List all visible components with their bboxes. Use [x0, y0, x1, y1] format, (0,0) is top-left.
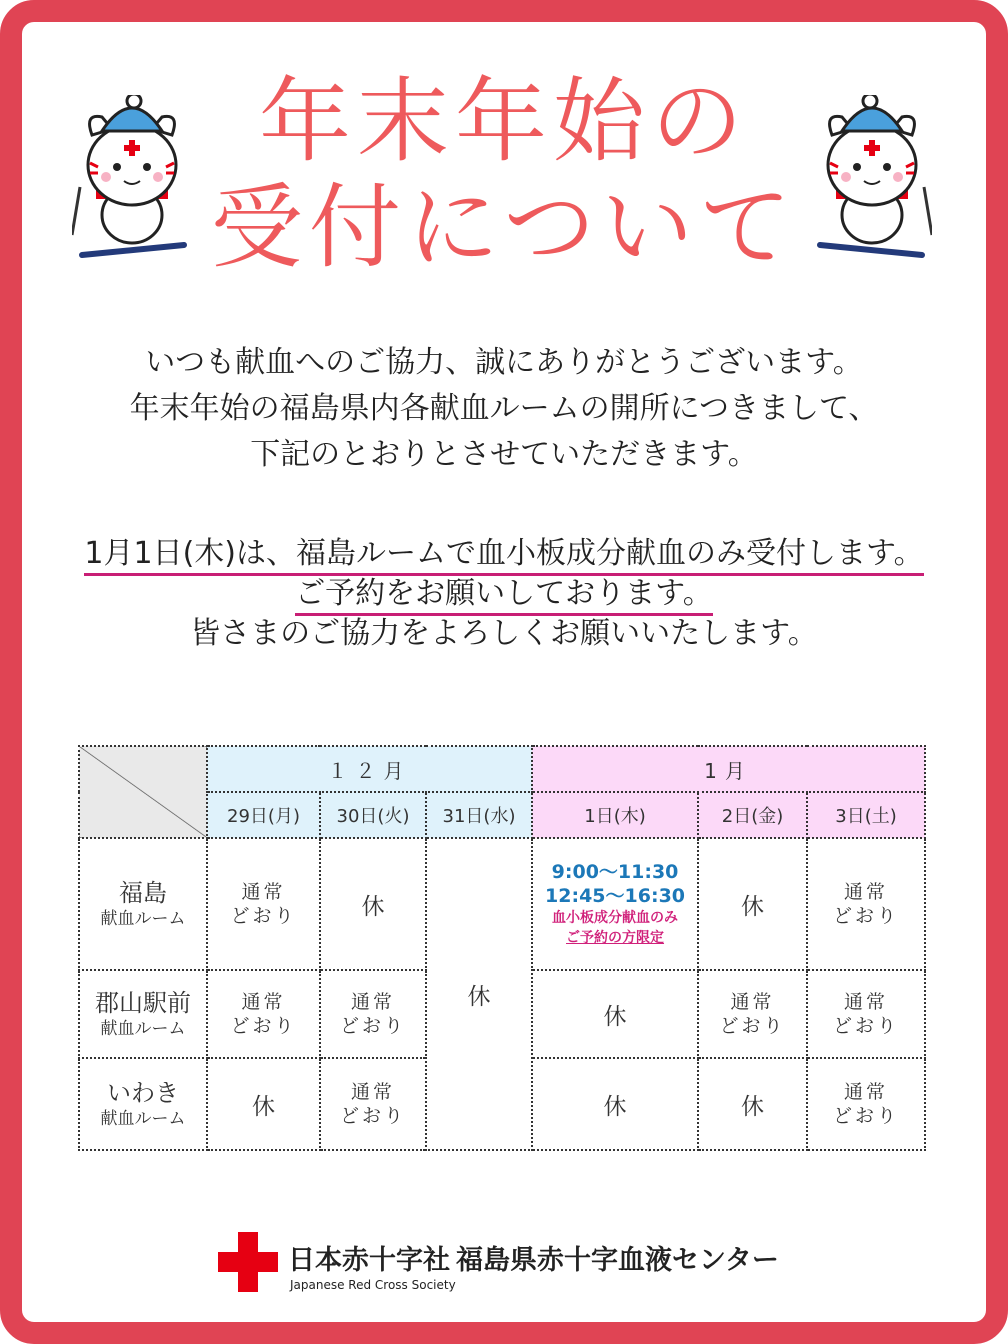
intro-line-3: 下記のとおりとさせていただきます。: [250, 437, 758, 472]
normal-line-2: どおり: [230, 1015, 297, 1037]
special-note-1: 血小板成分献血のみ: [552, 910, 679, 926]
normal-line-2: どおり: [833, 1105, 900, 1127]
day-header: 30日(火): [320, 792, 426, 838]
footer-logo: [218, 1228, 818, 1298]
title-line-1: 年末年始の: [258, 68, 749, 175]
month-header-january: 1月: [532, 746, 925, 792]
normal-line-1: 通常: [844, 991, 889, 1013]
cell-normal: [807, 970, 925, 1058]
notice-text: [40, 534, 968, 654]
special-time-1: 9:00～11:30: [551, 861, 679, 883]
room-name: いわき: [107, 1079, 179, 1107]
normal-line-1: 通常: [844, 1081, 889, 1103]
cell-closed: 休: [698, 1058, 807, 1150]
normal-line-1: 通常: [350, 991, 395, 1013]
title-line-2: 受付について: [210, 174, 798, 281]
normal-line-2: どおり: [339, 1015, 406, 1037]
normal-line-1: 通常: [241, 881, 286, 903]
normal-line-2: どおり: [230, 905, 297, 927]
room-name: 郡山駅前: [95, 989, 191, 1017]
special-time-2: 12:45～16:30: [545, 885, 686, 907]
normal-line-1: 通常: [730, 991, 775, 1013]
normal-line-1: 通常: [350, 1081, 395, 1103]
table-corner-cell: [79, 746, 207, 838]
cell-closed: 休: [320, 838, 426, 970]
normal-line-2: どおり: [833, 1015, 900, 1037]
normal-line-2: どおり: [719, 1015, 786, 1037]
cell-closed: 休: [207, 1058, 320, 1150]
day-header: 2日(金): [698, 792, 807, 838]
room-iwaki: [79, 1058, 207, 1150]
room-name: 福島: [119, 879, 167, 907]
room-sub: 献血ルーム: [100, 909, 186, 929]
org-name: 日本赤十字社: [288, 1245, 450, 1276]
day-header: 29日(月): [207, 792, 320, 838]
intro-text: [60, 340, 948, 478]
notice-line-2: ご予約をお願いしております。: [295, 576, 713, 616]
org-name-en: Japanese Red Cross Society: [290, 1278, 456, 1292]
cell-special-hours: [532, 838, 698, 970]
red-cross-icon: [218, 1232, 278, 1292]
day-header: 3日(土): [807, 792, 925, 838]
cell-normal: [807, 838, 925, 970]
intro-line-2: 年末年始の福島県内各献血ルームの開所につきまして、: [129, 391, 879, 426]
room-koriyama: [79, 970, 207, 1058]
cell-normal: [320, 970, 426, 1058]
day-header: 1日(木): [532, 792, 698, 838]
special-note-2: ご予約の方限定: [566, 930, 665, 946]
cell-closed-all-rooms: 休: [426, 838, 532, 1150]
cell-normal: [207, 838, 320, 970]
room-sub: 献血ルーム: [100, 1019, 186, 1039]
intro-line-1: いつも献血へのご協力、誠にありがとうございます。: [145, 345, 863, 380]
normal-line-2: どおり: [339, 1105, 406, 1127]
cell-closed: 休: [532, 970, 698, 1058]
center-name: 福島県赤十字血液センター: [456, 1245, 779, 1276]
cell-closed: 休: [532, 1058, 698, 1150]
cell-normal: [207, 970, 320, 1058]
normal-line-2: どおり: [833, 905, 900, 927]
cell-normal: [698, 970, 807, 1058]
notice-line-1: 1月1日(木)は、福島ルームで血小板成分献血のみ受付します。: [84, 536, 923, 576]
normal-line-1: 通常: [241, 991, 286, 1013]
normal-line-1: 通常: [844, 881, 889, 903]
notice-line-3: 皆さまのご協力をよろしくお願いいたします。: [190, 616, 818, 651]
room-sub: 献血ルーム: [100, 1109, 186, 1129]
room-fukushima: [79, 838, 207, 970]
cell-closed: 休: [698, 838, 807, 970]
cell-normal: [807, 1058, 925, 1150]
cell-normal: [320, 1058, 426, 1150]
day-header: 31日(水): [426, 792, 532, 838]
schedule-table: [78, 745, 926, 1151]
month-header-december: １２月: [207, 746, 532, 792]
